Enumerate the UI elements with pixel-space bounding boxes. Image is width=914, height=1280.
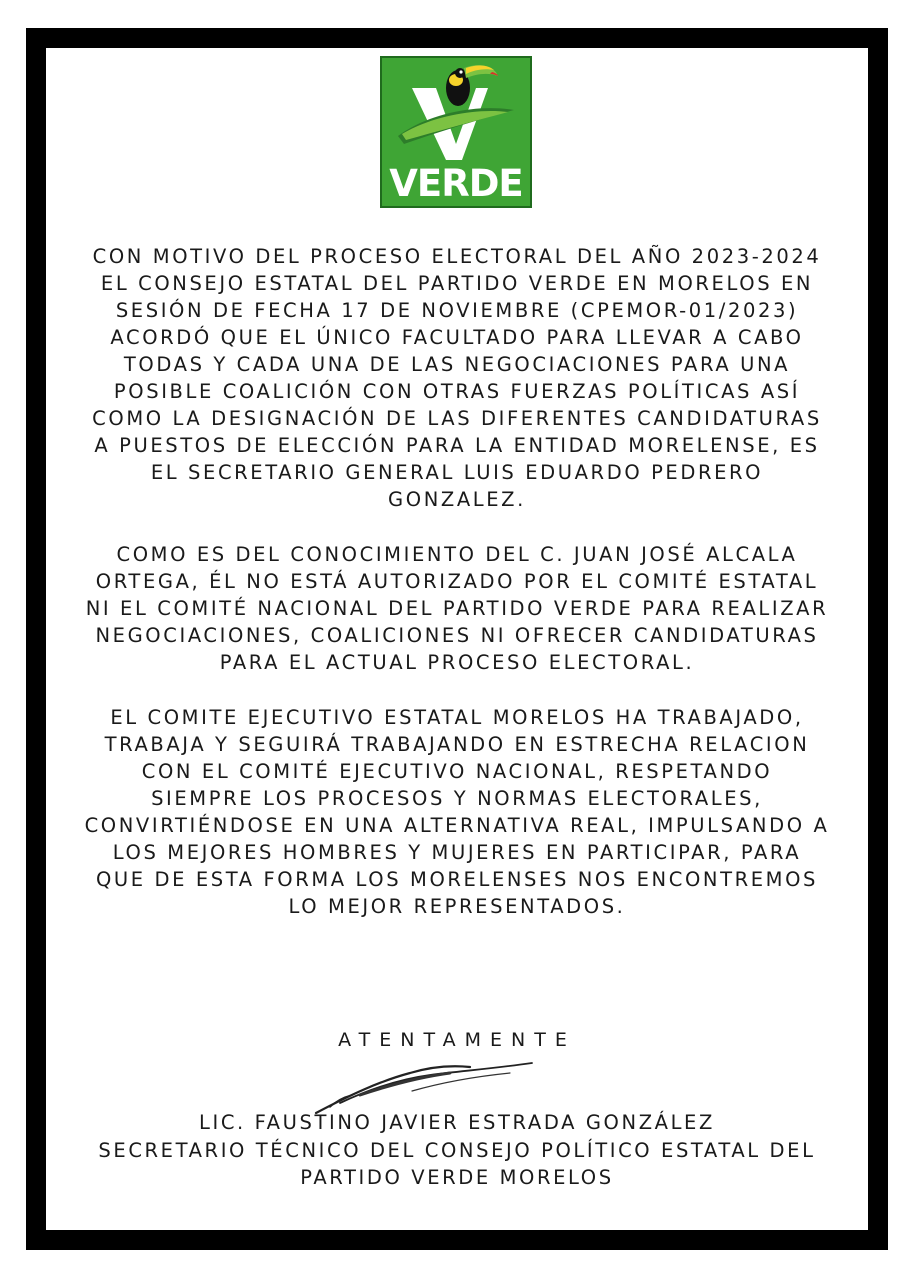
signer-title-line-2: PARTIDO VERDE MORELOS (300, 1166, 614, 1189)
signer-name: LIC. FAUSTINO JAVIER ESTRADA GONZÁLEZ (199, 1111, 715, 1134)
signer-title-line-1: SECRETARIO TÉCNICO DEL CONSEJO POLÍTICO ESTATAL DEL (98, 1138, 816, 1162)
paragraph-3: EL COMITE EJECUTIVO ESTATAL MORELOS HA TRABAJADO, TRABAJA Y SEGUIRÁ TRABAJANDO EN ESTRECHA RELACION CON EL COMITÉ EJECUTIVO NACIONAL, RESPETANDO SIEMPRE LOS PROCESOS Y NORMAS ELECTORALES, CONVIRTIÉNDOSE EN UNA ALTERNATIVA REAL, IMPULSANDO A LOS MEJORES HOMBRES Y MUJERES EN PARTICIPAR, PARA QUE DE ESTA FORMA LOS MORELENSES NOS ENCONTREMOS LO MEJOR REPRESENTADOS. (84, 706, 830, 918)
paragraph-1: CON MOTIVO DEL PROCESO ELECTORAL DEL AÑO 2023-2024 EL CONSEJO ESTATAL DEL PARTIDO VERDE EN MORELOS EN SESIÓN DE FECHA 17 DE NOVIEMBRE (CPEMOR-01/2023) ACORDÓ QUE EL ÚNICO FACULTADO PARA LLEVAR A CABO TODAS Y CADA UNA DE LAS NEGOCIACIONES PARA UNA POSIBLE COALICIÓN CON OTRAS FUERZAS POLÍTICAS ASÍ COMO LA DESIGNACIÓN DE LAS DIFERENTES CANDIDATURAS A PUESTOS DE ELECCIÓN PARA LA ENTIDAD MORELENSE, ES EL SECRETARIO GENERAL LUIS EDUARDO PEDRERO GONZALEZ. (92, 245, 822, 511)
logo-wordmark: VERDE (389, 162, 523, 205)
handwritten-signature (300, 1055, 540, 1117)
verde-logo-image (380, 56, 532, 208)
partido-verde-logo (380, 56, 532, 208)
signer-block (46, 1109, 868, 1192)
paragraph-2: COMO ES DEL CONOCIMIENTO DEL C. JUAN JOSÉ ALCALA ORTEGA, ÉL NO ESTÁ AUTORIZADO POR EL COMITÉ ESTATAL NI EL COMITÉ NACIONAL DEL PARTIDO VERDE PARA REALIZAR NEGOCIACIONES, COALICIONES NI OFRECER CANDIDATURAS PARA EL ACTUAL PROCESO ELECTORAL. (85, 543, 829, 674)
closing-atentamente: ATENTAMENTE (338, 1029, 576, 1051)
